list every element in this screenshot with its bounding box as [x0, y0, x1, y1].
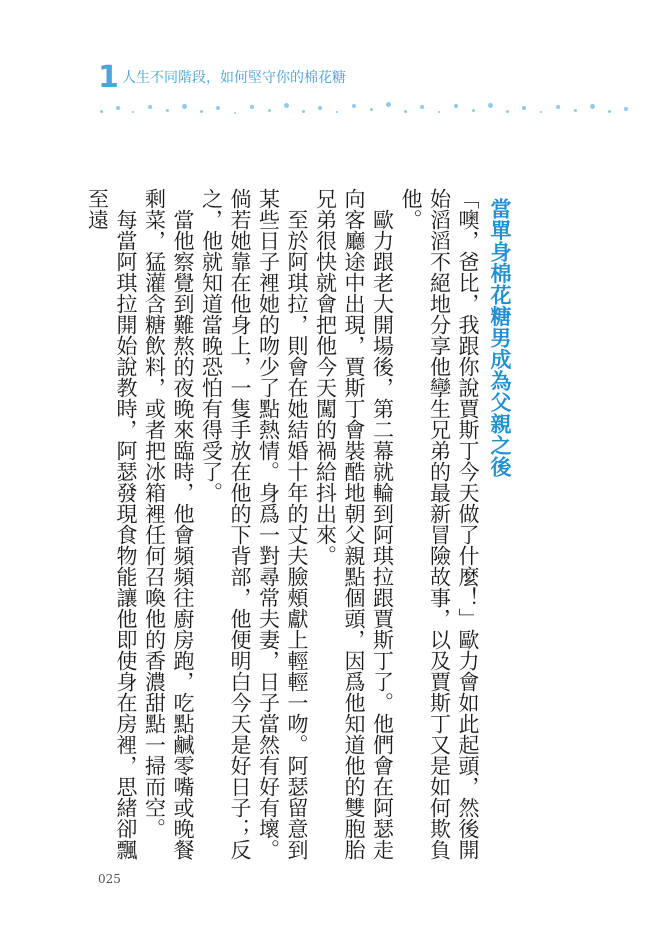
- paragraph: 歐力跟老大開場後，第二幕就輪到阿琪拉跟賈斯丁了。他們會在阿瑟走向客廳途中出現，賈斯丁會裝酷地朝父親點個頭，因爲他知道他的雙胞胎兄弟很快就會把他今天闖的禍給抖出來。: [313, 188, 395, 860]
- section-heading: 當單身棉花糖男成為父親之後: [488, 198, 512, 478]
- chapter-title: 人生不同階段，如何堅守你的棉花糖: [122, 70, 346, 86]
- chapter-number: 1: [98, 60, 119, 95]
- paragraph: 至於阿琪拉，則會在她結婚十年的丈夫臉頰獻上輕輕一吻。阿瑟留意到某些日子裡她的吻少了點熱情。身爲一對尋常夫妻，日子當然有好有壞。倘若她靠在他身上，一隻手放在他的下背部，他便明白今天是好日子；反之，他就知道當晚恐怕有得受了。: [199, 188, 309, 860]
- decorative-dot-row: [96, 96, 636, 126]
- paragraph: 「噢，爸比，我跟你說賈斯丁今天做了什麼！」歐力會如此起頭，然後開始滔滔不絕地分享他孿生兄弟的最新冒險故事，以及賈斯丁又是如何欺負他。: [399, 188, 480, 860]
- paragraph: 每當阿琪拉開始說教時，阿瑟發現食物能讓他即使身在房裡，思緒卻飄至遠: [85, 188, 138, 860]
- paragraph: 當他察覺到難熬的夜晚來臨時，他會頻頻往廚房跑，吃點鹹零嘴或晚餐剩菜，猛灌含糖飲料，或者把冰箱裡任何召喚他的香濃甜點一掃而空。: [142, 188, 195, 860]
- page-number: 025: [98, 872, 121, 886]
